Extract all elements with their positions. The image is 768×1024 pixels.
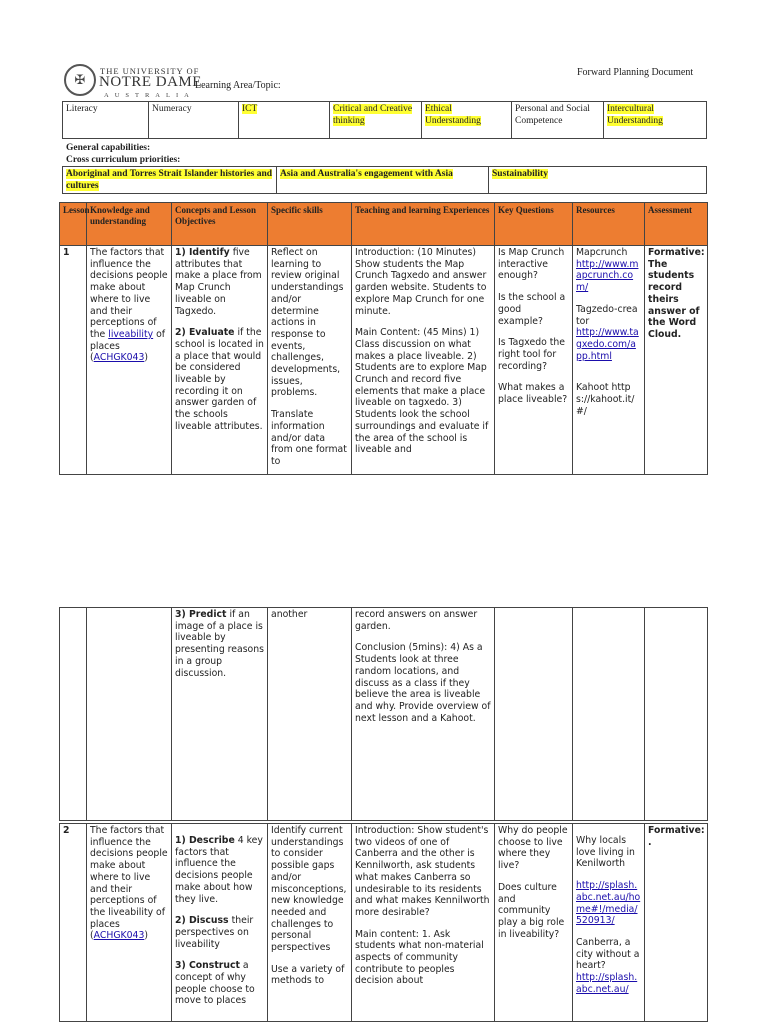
cap-literacy: Literacy: [63, 102, 149, 139]
header-skills: Specific skills: [268, 203, 352, 246]
lesson-number: 2: [60, 824, 87, 1022]
objectives-cell: 3) Predict if an image of a place is liveable by presenting reasons in a group discussion.: [172, 608, 268, 821]
priority-aboriginal: Aboriginal and Torres Strait Islander histories and cultures: [63, 167, 277, 194]
cap-critical-creative: Critical and Creative thinking: [330, 102, 422, 139]
cap-ict: ICT: [239, 102, 330, 139]
teaching-cell: Introduction: (10 Minutes) Show students the Map Crunch Tagxedo and answer garden website. Students to explore Map Crunch for one minute. Main Content: (45 Mins) 1) Class discussion on what makes a place liveable. 2) Students are to explore Map Crunch and record five elements that make a place liveable on tagxedo. 3) Students look the school surroundings and evaluate if the area of the school is liveable and: [352, 246, 495, 475]
planning-table-continued: [59, 607, 708, 821]
planning-table: [59, 202, 708, 475]
achgk043-link[interactable]: ACHGK043: [93, 352, 145, 364]
header-assessment: Assessment: [645, 203, 708, 246]
university-name-main: NOTRE DAME: [99, 74, 202, 90]
cap-numeracy: Numeracy: [149, 102, 239, 139]
skills-cell: another: [268, 608, 352, 821]
assessment-cell: Formative: The students record theirs answer of the Word Cloud.: [645, 246, 708, 475]
header-concepts: Concepts and Lesson Objectives: [172, 203, 268, 246]
assessment-cell: Formative: .: [645, 824, 708, 1022]
cap-ethical: Ethical Understanding: [422, 102, 512, 139]
tagxedo-link[interactable]: http://www.tagxedo.com/app.html: [576, 327, 639, 362]
questions-cell: Why do people choose to live where they live? Does culture and community play a big role in liveability?: [495, 824, 573, 1022]
labels-block: [66, 142, 180, 166]
general-capabilities-label: General capabilities:: [66, 143, 151, 153]
university-name-top: THE UNIVERSITY OF: [100, 66, 200, 76]
university-logo: [64, 64, 96, 96]
teaching-cell: record answers on answer garden. Conclusion (5mins): 4) As a Students look at three random locations, and discuss as a class if they believe the area is liveable and why. Provide overview of next lesson and a Kahoot.: [352, 608, 495, 821]
table-row: [60, 608, 708, 821]
questions-cell: Is Map Crunch interactive enough? Is the school a good example? Is Tagxedo the right tool for recording? What makes a place liveable?: [495, 246, 573, 475]
resources-cell: Why locals love living in Kenilworth http://splash.abc.net.au/home#!/media/520913/ Canberra, a city without a heart? http://splash.abc.net.au/: [573, 824, 645, 1022]
assessment-cell: [645, 608, 708, 821]
document-title: Forward Planning Document: [577, 67, 694, 78]
header-questions: Key Questions: [495, 203, 573, 246]
resources-cell: Mapcrunch http://www.mapcrunch.com/ Tagzedo-creator http://www.tagxedo.com/app.html Kahoot https://kahoot.it/#/: [573, 246, 645, 475]
teaching-cell: Introduction: Show student's two videos of one of Canberra and the other is Kennilworth, ask students what makes Canberra so undesirable to its residents and what makes Kennilworth more desirable? Main content: 1. Ask students what non-material aspects of community contribute to peoples decision about: [352, 824, 495, 1022]
university-name-sub: AUSTRALIA: [104, 92, 195, 99]
table-row: [60, 246, 708, 475]
cap-intercultural: Intercultural Understanding: [604, 102, 707, 139]
priority-sustainability: Sustainability: [489, 167, 707, 194]
objectives-cell: 1) Identify five attributes that make a place from Map Crunch liveable on Tagxedo. 2) Evaluate if the school is located in a place that would be considered liveable by recording it on answer garden of the schools liveable attributes.: [172, 246, 268, 475]
priority-asia: Asia and Australia's engagement with Asia: [277, 167, 489, 194]
liveability-link[interactable]: liveability: [108, 328, 154, 340]
table-row: [60, 824, 708, 1022]
skills-cell: Reflect on learning to review original understandings and/or determine actions in response to events, challenges, developments, issues, problems. Translate information and/or data from one format to: [268, 246, 352, 475]
capabilities-table: [62, 101, 707, 139]
achgk043-link[interactable]: ACHGK043: [93, 930, 145, 942]
mapcrunch-link[interactable]: http://www.mapcrunch.com/: [576, 258, 639, 294]
objectives-cell: 1) Describe 4 key factors that influence the decisions people make about how they live. 2) Discuss their perspectives on liveability 3) Construct a concept of why people choose to move to places: [172, 824, 268, 1022]
priorities-table: [62, 166, 707, 194]
kenilworth-video-link[interactable]: http://splash.abc.net.au/home#!/media/520913/: [576, 880, 641, 927]
learning-area-label: Learning Area/Topic:: [195, 80, 281, 91]
crest-icon: ✠: [74, 72, 86, 88]
resources-cell: [573, 608, 645, 821]
header-knowledge: Knowledge and understanding: [87, 203, 172, 246]
header-resources: Resources: [573, 203, 645, 246]
header-lesson: Lesson: [60, 203, 87, 246]
lesson-number: [60, 608, 87, 821]
cap-personal-social: Personal and Social Competence: [512, 102, 604, 139]
header-teaching: Teaching and learning Experiences: [352, 203, 495, 246]
canberra-video-link[interactable]: http://splash.abc.net.au/: [576, 972, 638, 995]
skills-cell: Identify current understandings to consider possible gaps and/or misconceptions, new knowledge needed and challenges to personal perspectives Use a variety of methods to: [268, 824, 352, 1022]
table-header-row: [60, 203, 708, 246]
knowledge-cell: The factors that influence the decisions people make about where to live and their perceptions of the liveability of places (ACHGK043): [87, 246, 172, 475]
planning-table-lesson2: [59, 823, 708, 1022]
cross-curriculum-label: Cross curriculum priorities:: [66, 155, 181, 165]
knowledge-cell: [87, 608, 172, 821]
knowledge-cell: The factors that influence the decisions people make about where to live and their perceptions of the liveability of places (ACHGK043): [87, 824, 172, 1022]
questions-cell: [495, 608, 573, 821]
lesson-number: 1: [60, 246, 87, 475]
